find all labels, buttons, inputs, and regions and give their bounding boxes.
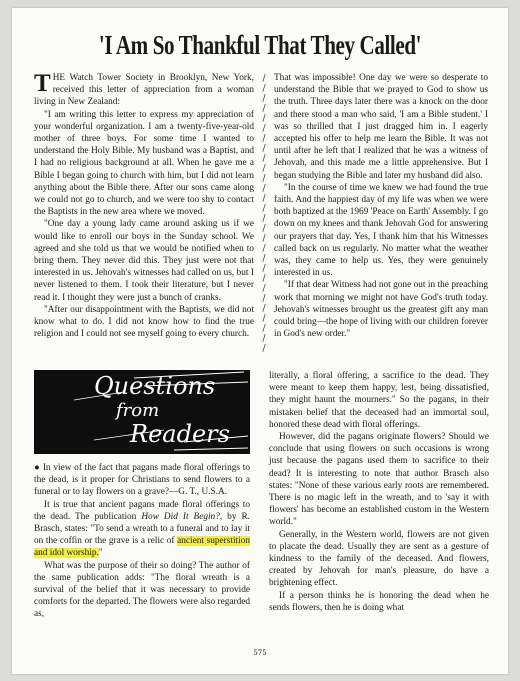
- divider-mark: /: [262, 94, 266, 104]
- divider-mark: /: [262, 304, 266, 314]
- article-paragraph: That was impossible! One day we were so desperate to understand the Bible that we prayed to God to show us the truth. Three days later there was a knock on the door and there stood a man who said, 'I am a Bible student.' I was so thrilled that I just dragged him in. I eagerly accepted his offer to help me learn the Bible. It was not until after he left that I realized that he was a witness of Jehovah, and this made me a little apprehensive. But I began studying the Bible and later my husband did also.: [274, 73, 488, 181]
- divider-mark: /: [262, 314, 266, 324]
- divider-mark: /: [262, 344, 266, 354]
- qfr-paragraph: What was the purpose of their so doing? The author of the same publication adds: "The floral wreath is a survival of the belief that it was necessary to provide comforts for the departed. The flowers were also regarded as,: [34, 560, 250, 620]
- divider-mark: /: [262, 174, 266, 184]
- qfr-paragraph: If a person thinks he is honoring the dead when he sends flowers, then he is doing what: [269, 590, 489, 613]
- divider-mark: /: [262, 164, 266, 174]
- article-column-right: [274, 72, 488, 340]
- article-paragraph: "In the course of time we knew we had found the true faith. And the happiest day of my life was when we were both baptized at the 1969 'Peace on Earth' Assembly. I go down on my knees and thank Jehovah God for answering our prayers that day. Yes, I thank him that his Witnesses called back on us regularly. No matter what the weather was, they came to help us. Yes, they were genuinely interested in us.: [274, 182, 488, 279]
- question-text: ● In view of the fact that pagans made floral offerings to the dead, is it proper for Christians to send flowers to a funeral or to lay flowers on a grave?—G. T., U.S.A.: [34, 463, 250, 498]
- article-paragraph: "If that dear Witness had not gone out in the preaching work that morning we might not have God's truth today. Jehovah's witnesses brought us the greatest gift any man could bring—the hope of living with our children forever in God's new order.": [274, 280, 488, 340]
- qfr-paragraph: Generally, in the Western world, flowers are not given to placate the dead. Usually they are sent as a gesture of kindness to the family of the deceased. And flowers, created by Jehovah for man's pleasure, do have a brightening effect.: [269, 529, 489, 589]
- header-word-from: from: [116, 400, 160, 421]
- divider-mark: /: [262, 184, 266, 194]
- divider-mark: /: [262, 274, 266, 284]
- divider-mark: /: [262, 114, 266, 124]
- article-paragraph: "After our disappointment with the Baptists, we did not know what to do. I did not know how to find the true religion and I could not see myself going to every church.: [34, 304, 254, 340]
- header-word-questions: Questions: [94, 372, 216, 400]
- divider-mark: /: [262, 284, 266, 294]
- divider-mark: /: [262, 214, 266, 224]
- divider-mark: /: [262, 244, 266, 254]
- article-paragraph: "I am writing this letter to express my appreciation of your wonderful organization. I am a twenty-five-year-old mother of three boys. For some time I wanted to understand the Holy Bible. My husband was a Baptist, and I had no religious background at all. When he gave me a Bible I began going to church with him, but I did not learn anything about the Bible there. After our sons came along we could not go to church, and we were too shy to contact the Baptists in the new area where we moved.: [34, 109, 254, 218]
- divider-mark: /: [262, 194, 266, 204]
- divider-mark: /: [262, 294, 266, 304]
- qfr-column-right: [269, 370, 489, 614]
- column-divider: [260, 74, 268, 359]
- divider-mark: /: [262, 264, 266, 274]
- qfr-column-left: [34, 462, 250, 621]
- divider-mark: /: [262, 74, 266, 84]
- divider-mark: /: [262, 134, 266, 144]
- book-title: How Did It Begin?: [141, 511, 220, 522]
- drop-cap: T: [34, 70, 51, 97]
- divider-mark: /: [262, 124, 266, 134]
- divider-mark: /: [262, 144, 266, 154]
- page-number: 575: [253, 649, 267, 657]
- divider-mark: /: [262, 224, 266, 234]
- article-paragraph: THE Watch Tower Society in Brooklyn, New York, received this letter of appreciation from a woman living in New Zealand:: [34, 70, 254, 108]
- article-title: 'I Am So Thankful That They Called': [98, 30, 422, 60]
- article-column-left: [34, 72, 254, 340]
- qfr-paragraph: It is true that ancient pagans made floral offerings to the dead. The publication How Did It Begin?, by R. Brasch, states: "To send a wreath to a funeral and to lay it on the coffin or the grave is a relic of ancient superstition and idol worship.": [34, 499, 250, 559]
- divider-mark: /: [262, 234, 266, 244]
- divider-mark: /: [262, 154, 266, 164]
- divider-mark: /: [262, 334, 266, 344]
- article-paragraph: "One day a young lady came around asking us if we would like to enroll our boys in the Sunday school. We agreed and she told us that we would be notified when to bring them. They never did this. They just were not that interested in us. Jehovah's witnesses had called on us, but I never listened to them. I took their literature, but I never read it. I thought they were just a bunch of cranks.: [34, 219, 254, 303]
- divider-mark: /: [262, 254, 266, 264]
- questions-from-readers-header: [34, 370, 250, 454]
- divider-mark: /: [262, 324, 266, 334]
- header-word-readers: Readers: [130, 420, 230, 448]
- magazine-page: [12, 8, 508, 674]
- qfr-paragraph: However, did the pagans originate flowers? Should we conclude that using flowers on such occasions is wrong just because the pagans used them to sacrifice to their dead? It is interesting to note that author Brasch also states: "None of these various early roots are remembered. There is no magic left in the wreath, and to 'say it with flowers' has become an established custom in the Western world.": [269, 432, 489, 528]
- qfr-paragraph: literally, a floral offering, a sacrifice to the dead. They were meant to keep them happy, lest, being dissatisfied, they might haunt the mourners." So the pagans, in their mistaken belief that the deceased had an immortal soul, honored these dead with floral offerings.: [269, 371, 489, 430]
- highlighted-text: ancient superstition and idol worship.: [34, 536, 250, 559]
- divider-mark: /: [262, 84, 266, 94]
- divider-mark: /: [262, 104, 266, 114]
- divider-mark: /: [262, 204, 266, 214]
